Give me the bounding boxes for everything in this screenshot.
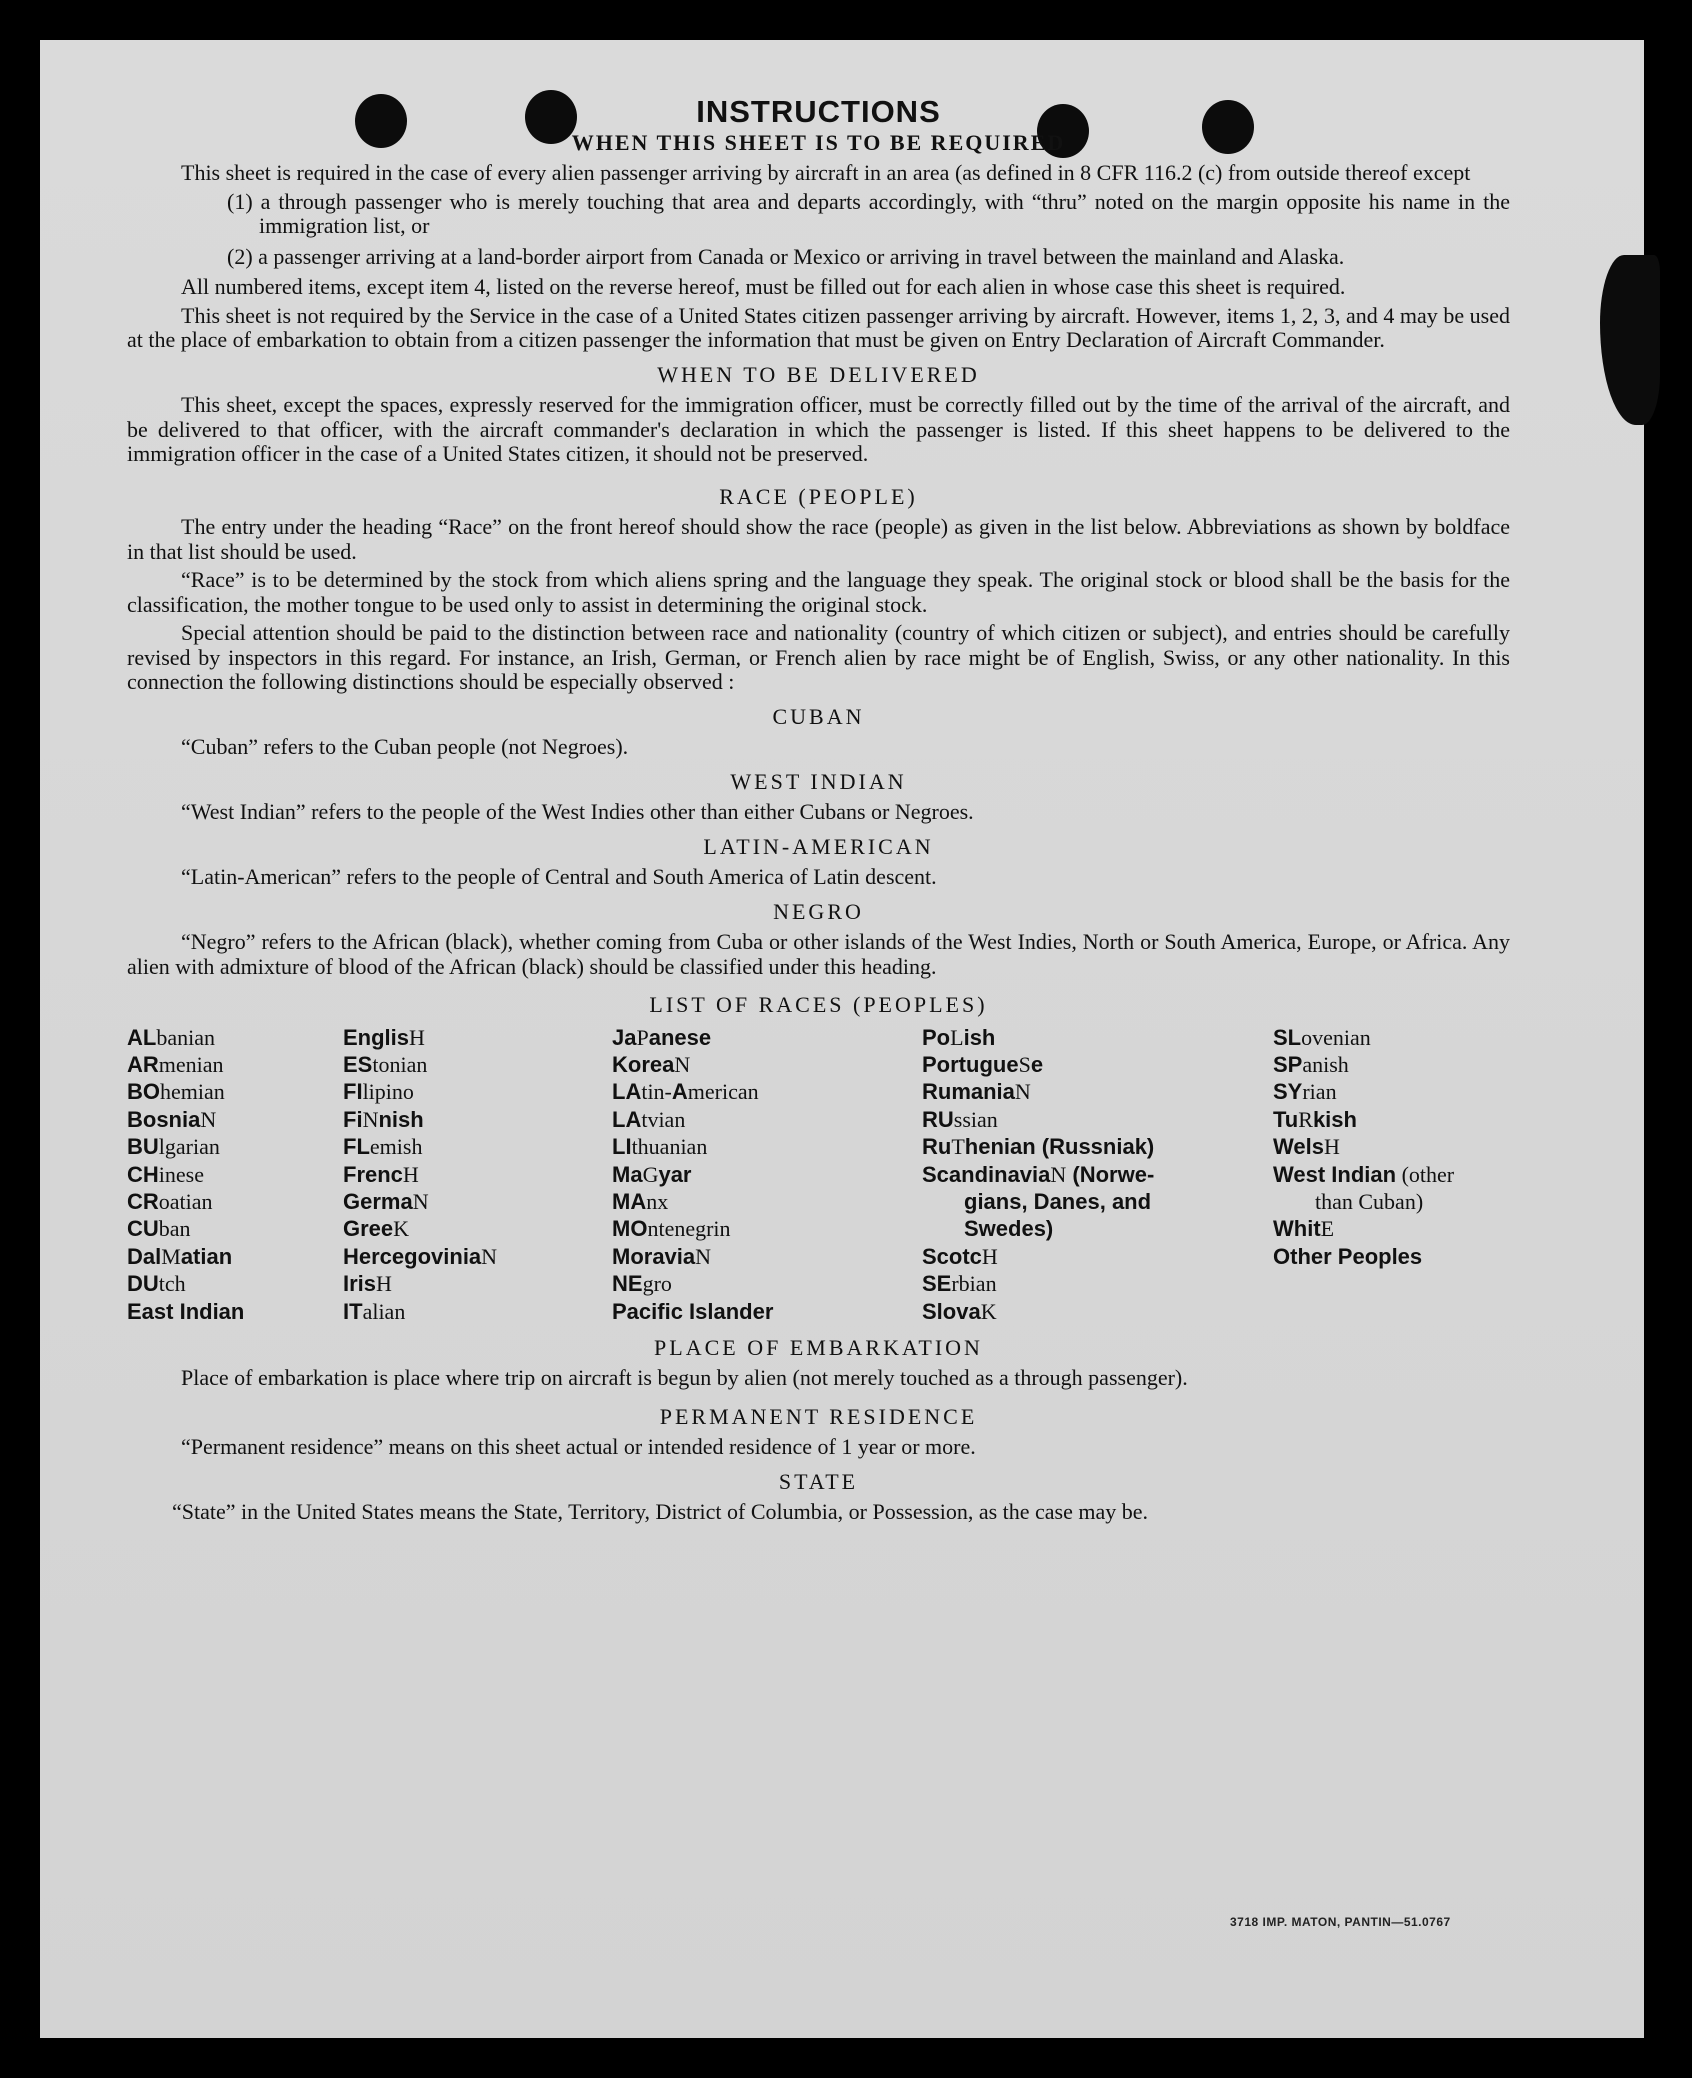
race-entry: RUssian [922, 1106, 998, 1132]
race-entry: FrencH [343, 1161, 419, 1187]
race-entry: ScotcH [922, 1243, 998, 1269]
race-entry: West Indian (other [1273, 1161, 1455, 1187]
heading-latin-american: LATIN-AMERICAN [703, 833, 934, 859]
race-entry: Pacific Islander [612, 1298, 774, 1324]
races-column-2 [343, 1024, 497, 1325]
races-column-5 [1273, 1024, 1454, 1271]
torn-edge [1600, 255, 1660, 425]
instructions-text [127, 94, 1510, 1533]
paragraph-state: “State” in the United States means the State, Territory, District of Columbia, or Possession, as the case may be. [172, 1499, 1149, 1524]
paragraph-permanent-residence: “Permanent residence” means on this sheet actual or intended residence of 1 year or more. [181, 1434, 976, 1459]
race-entry: LIthuanian [612, 1134, 708, 1160]
paragraph-delivered: This sheet, except the spaces, expressly reserved for the immigration officer, must be correctly filled out by the time of the arrival of the aircraft, and be delivered to that officer, with the aircraft commander's declaration in which the passenger is listed. If this sheet happens to be delivered to the immigration officer in the case of a United States citizen, it should not be preserved. [127, 392, 1510, 466]
paragraph-race-3: Special attention should be paid to the distinction between race and nationality (country of which citizen or subject), and entries should be carefully revised by inspectors in this regard. For instance, an Irish, German, or French alien by race might be of English, Swiss, or any other nationality. In this connection the following distinctions should be especially observed : [127, 620, 1510, 694]
heading-west-indian: WEST INDIAN [730, 768, 907, 794]
race-entry: WelsH [1273, 1134, 1340, 1160]
race-entry: DUtch [127, 1271, 186, 1297]
heading-state: STATE [778, 1468, 859, 1494]
paragraph-latin-american: “Latin-American” refers to the people of Central and South America of Latin descent. [181, 864, 937, 889]
paragraph-race-1: The entry under the heading “Race” on the front hereof should show the race (people) as given in the list below. Abbreviations as shown by boldface in that list should be used. [127, 514, 1510, 564]
paragraph-west-indian: “West Indian” refers to the people of the West Indies other than either Cubans or Negroes. [181, 799, 974, 824]
heading-race: RACE (PEOPLE) [719, 483, 918, 509]
race-entry: BUlgarian [127, 1134, 220, 1160]
heading-cuban: CUBAN [772, 703, 865, 729]
race-entry: IrisH [343, 1271, 392, 1297]
list-item-2: (2) a passenger arriving at a land-border airport from Canada or Mexico or arriving in travel between the mainland and Alaska. [227, 243, 1345, 269]
paragraph-citizen: This sheet is not required by the Service in the case of a United States citizen passenger arriving by aircraft. However, items 1, 2, 3, and 4 may be used at the place of embarkation to obtain from a citizen passenger the information that must be given on Entry Declaration of Aircraft Commander. [127, 302, 1510, 352]
printer-stamp: 3718 IMP. MATON, PANTIN—51.0767 [1230, 1915, 1451, 1929]
race-entry: CHinese [127, 1161, 204, 1187]
race-entry: than Cuban) [1315, 1188, 1424, 1214]
race-entry: SErbian [922, 1271, 997, 1297]
race-entry: SPanish [1273, 1051, 1349, 1077]
race-entry: ScandinaviaN (Norwe- [922, 1161, 1155, 1187]
race-entry: MaGyar [612, 1161, 692, 1187]
heading-list-of-races: LIST OF RACES (PEOPLES) [649, 992, 988, 1017]
race-entry: Other Peoples [1273, 1243, 1423, 1269]
race-entry: CRoatian [127, 1188, 213, 1214]
race-entry: RumaniaN [922, 1079, 1031, 1105]
race-entry: CUban [127, 1216, 191, 1242]
race-entry: LAtin-American [612, 1079, 759, 1105]
race-entry: EnglisH [343, 1024, 425, 1050]
paragraph-required: This sheet is required in the case of every alien passenger arriving by aircraft in an area (as defined in 8 CFR 116.2 (c) from outside thereof except [181, 160, 1471, 185]
race-entry: SLovenian [1273, 1024, 1371, 1050]
heading-permanent-residence: PERMANENT RESIDENCE [659, 1403, 978, 1429]
races-column-1 [127, 1024, 244, 1325]
race-entry: SlovaK [922, 1298, 997, 1324]
race-entry: ITalian [343, 1298, 406, 1324]
race-entry: EStonian [343, 1051, 428, 1077]
paragraph-cuban: “Cuban” refers to the Cuban people (not Negroes). [181, 734, 629, 759]
races-column-4 [922, 1024, 1154, 1325]
race-entry: East Indian [127, 1298, 245, 1324]
race-entry: ALbanian [127, 1024, 215, 1050]
heading-required: WHEN THIS SHEET IS TO BE REQUIRED [571, 129, 1066, 155]
race-entry: DalMatian [127, 1243, 233, 1269]
race-entry: NEgro [612, 1271, 672, 1297]
race-entry: RuThenian (Russniak) [922, 1134, 1155, 1160]
race-entry: FiNnish [343, 1106, 424, 1132]
heading-embarkation: PLACE OF EMBARKATION [654, 1334, 983, 1360]
race-entry: FIlipino [343, 1079, 414, 1105]
race-entry: BOhemian [127, 1079, 225, 1105]
race-entry: WhitE [1273, 1216, 1335, 1242]
race-entry: FLemish [343, 1134, 423, 1160]
paragraph-numbered-items: All numbered items, except item 4, listed on the reverse hereof, must be filled out for each alien in whose case this sheet is required. [181, 274, 1346, 299]
race-entry: MAnx [612, 1188, 669, 1214]
heading-delivered: WHEN TO BE DELIVERED [657, 361, 980, 387]
race-entry: HercegoviniaN [343, 1243, 498, 1269]
list-item-1: (1) a through passenger who is merely touching that area and departs accordingly, with “thru” noted on the margin opposite his name in the immigration list, or [227, 188, 1510, 238]
race-entry: MOntenegrin [612, 1216, 731, 1242]
race-entry: GreeK [343, 1216, 410, 1242]
race-entry: SYrian [1273, 1079, 1337, 1105]
race-entry: Swedes) [964, 1216, 1054, 1242]
paragraph-negro: “Negro” refers to the African (black), whether coming from Cuba or other islands of the West Indies, North or South America, Europe, or Africa. Any alien with admixture of blood of the African (black) should be classified under this heading. [127, 929, 1510, 979]
race-entry: KoreaN [612, 1051, 691, 1077]
race-entry: TuRkish [1273, 1106, 1357, 1132]
race-entry: PortugueSe [922, 1051, 1044, 1077]
race-entry: LAtvian [612, 1106, 686, 1132]
race-entry: gians, Danes, and [964, 1188, 1152, 1214]
paragraph-race-2: “Race” is to be determined by the stock from which aliens spring and the language they speak. The original stock or blood shall be the basis for the classification, the mother tongue to be used only to assist in determining the original stock. [127, 567, 1510, 617]
race-entry: MoraviaN [612, 1243, 712, 1269]
race-entry: PoLish [922, 1024, 996, 1050]
race-entry: ARmenian [127, 1051, 224, 1077]
race-entry: JaPanese [612, 1024, 712, 1050]
race-entry: BosniaN [127, 1106, 217, 1132]
paragraph-embarkation: Place of embarkation is place where trip on aircraft is begun by alien (not merely touched as a through passenger). [181, 1365, 1188, 1390]
race-entry: GermaN [343, 1188, 429, 1214]
page-title: INSTRUCTIONS [696, 94, 941, 129]
races-list [127, 1024, 1510, 1326]
races-column-3 [612, 1024, 773, 1325]
heading-negro: NEGRO [773, 898, 864, 924]
